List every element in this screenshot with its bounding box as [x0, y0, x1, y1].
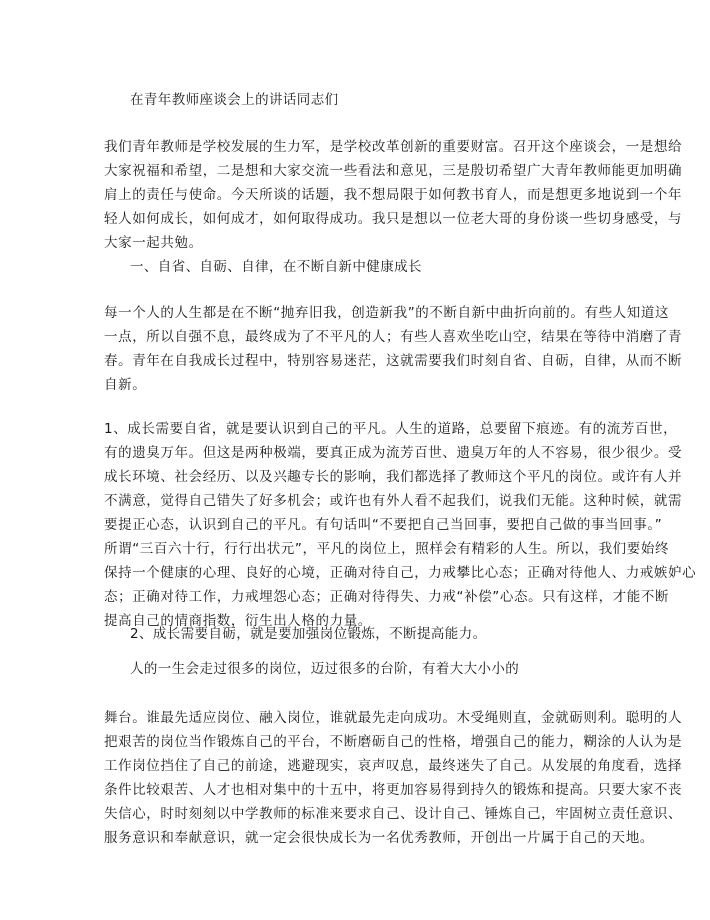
point1-line: 成长环境、社会经历、以及兴趣专长的影响，我们都选择了教师这个平凡的岗位。或许有人并	[104, 469, 683, 485]
point2-heading: 2、成长需要自砺，就是要加强岗位锻炼，不断提高能力。	[130, 626, 487, 642]
point1-line: 1、成长需要自省，就是要认识到自己的平凡。人生的道路，总要留下痕迹。有的流芳百世，	[104, 421, 678, 437]
document-title: 在青年教师座谈会上的讲话同志们	[130, 92, 339, 108]
point1-line: 所谓“三百六十行，行行出状元”，平凡的岗位上，照样会有精彩的人生。所以，我们要始终	[104, 541, 670, 557]
point2-lead: 人的一生会走过很多的岗位，迈过很多的台阶，有着大大小小的	[130, 661, 520, 677]
point1-line: 态；正确对待工作，力戒埋怨心态；正确对待得失、力戒“补偿”心态。只有这样，才能不断	[104, 589, 670, 605]
point2-line: 工作岗位挡住了自己的前途，逃避现实，哀声叹息，最终迷失了自己。从发展的角度看，选择	[104, 758, 683, 774]
point1-line: 有的遗臭万年。但这是两种极端，要真正成为流芳百世、遗臭万年的人不容易，很少很少。受	[104, 445, 683, 461]
point2-line: 条件比较艰苦、人才也相对集中的十五中，将更加容易得到持久的锻炼和提高。只要大家不丧	[104, 782, 683, 798]
intro-line: 大家祝福和希望，二是想和大家交流一些看法和意见，三是殷切希望广大青年教师能更加明确	[104, 163, 683, 179]
point2-line: 失信心，时时刻刻以中学教师的标准来要求自己、设计自己、锤炼自己，牢固树立责任意识、	[104, 806, 683, 822]
intro-line: 我们青年教师是学校发展的生力军，是学校改革创新的重要财富。召开这个座谈会，一是想给	[104, 139, 683, 155]
point1-line: 要提正心态，认识到自己的平凡。有句话叫“不要把自己当回事，要把自己做的事当回事。”	[104, 517, 663, 533]
section1-line: 每一个人的人生都是在不断“抛弃旧我，创造新我”的不断自新中曲折向前的。有些人知道这	[104, 305, 670, 321]
intro-line: 轻人如何成长，如何成才，如何取得成功。我只是想以一位老大哥的身份谈一些切身感受，与	[104, 211, 683, 227]
section1-line: 一点，所以自强不息，最终成为了不平凡的人；有些人喜欢坐吃山空，结果在等待中消磨了青	[104, 329, 683, 345]
point2-line: 把艰苦的岗位当作锻炼自己的平台，不断磨砺自己的性格，增强自己的能力，糊涂的人认为是	[104, 734, 683, 750]
point1-line: 提高自己的情商指数，衍生出人格的力量。	[104, 613, 372, 629]
section1-line: 春。青年在自我成长过程中，特别容易迷茫，这就需要我们时刻自省、自砺，自律，从而不断	[104, 353, 683, 369]
point1-line: 不满意，觉得自己错失了好多机会；或许也有外人看不起我们，说我们无能。这种时候，就需	[104, 493, 683, 509]
point1-line: 保持一个健康的心理、良好的心境，正确对待自己，力戒攀比心态；正确对待他人、力戒嫉妒心	[104, 565, 697, 581]
intro-line: 大家一起共勉。	[104, 235, 203, 251]
section1-line: 自新。	[104, 377, 147, 393]
intro-line: 肩上的责任与使命。今天所谈的话题，我不想局限于如何教书育人，而是想更多地说到一个年	[104, 187, 683, 203]
point2-line: 服务意识和奉献意识，就一定会很快成长为一名优秀教师，开创出一片属于自己的天地。	[104, 830, 654, 846]
point2-line: 舞台。谁最先适应岗位、融入岗位，谁就最先走向成功。木受绳则直，金就砺则利。聪明的人	[104, 710, 683, 726]
section1-heading: 一、自省、自砺、自律，在不断自新中健康成长	[130, 259, 422, 275]
